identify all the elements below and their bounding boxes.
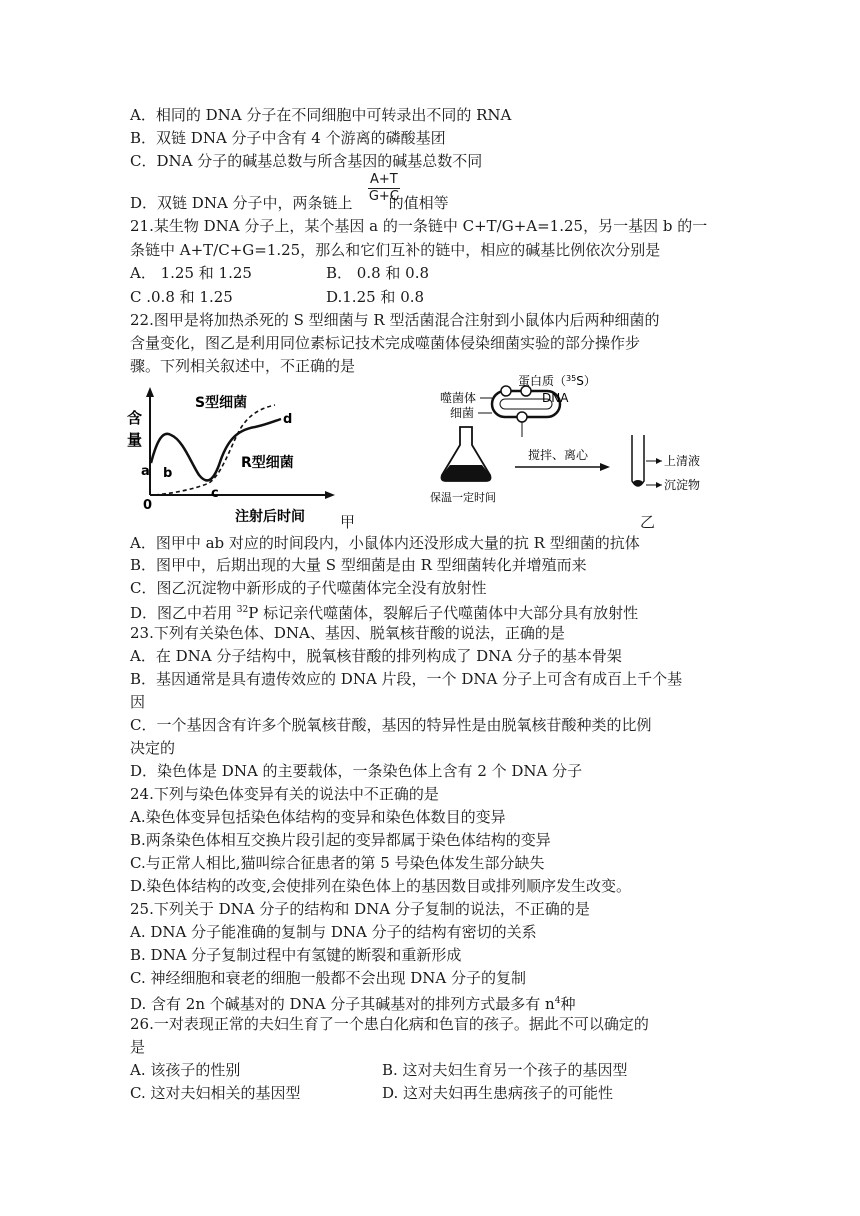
q22-option-a: A．图甲中 ab 对应的时间段内，小鼠体内还没形成大量的抗 R 型细菌的抗体 [130, 534, 640, 552]
phage-label: 噬菌体 [440, 391, 477, 405]
q21-option-d: D.1.25 和 0.8 [326, 288, 425, 306]
y-label-bottom: 量 [127, 431, 143, 449]
q21-stem-line1: 21.某生物 DNA 分子上，某个基因 a 的一条链中 C+T/G+A=1.25，另一基因 b 的一 [130, 217, 708, 235]
q26-stem-line1: 26.一对表现正常的夫妇生育了一个患白化病和色盲的孩子。据此不可以确定的 [130, 1015, 649, 1033]
supernatant-arrow-icon [656, 458, 662, 464]
q22-d-sup: 32 [236, 605, 249, 615]
q21-option-b: B． 0.8 和 0.8 [326, 264, 430, 282]
s-bacteria-curve [155, 405, 275, 495]
q22-option-b: B．图甲中，后期出现的大量 S 型细菌是由 R 型细菌转化并增殖而来 [130, 556, 587, 574]
q22-d-suffix: P 标记亲代噬菌体，裂解后子代噬菌体中大部分具有放射性 [248, 604, 639, 622]
phage-head-icon [501, 386, 511, 396]
q21-option-c: C .0.8 和 1.25 [130, 288, 233, 306]
q26-option-b: B. 这对夫妇生育另一个孩子的基因型 [382, 1061, 628, 1079]
q23-option-a: A．在 DNA 分子结构中，脱氧核苷酸的排列构成了 DNA 分子的基本骨架 [130, 647, 622, 665]
q25-option-d [130, 991, 575, 1014]
incubate-label: 保温一定时间 [430, 491, 496, 504]
figure-jia [125, 385, 375, 530]
s-series-label: S型细菌 [195, 395, 248, 411]
q23-stem: 23.下列有关染色体、DNA、基因、脱氧核苷酸的说法，正确的是 [130, 624, 565, 642]
q20-option-b: B．双链 DNA 分子中含有 4 个游离的磷酸基团 [130, 129, 446, 147]
point-c-label: c [211, 486, 219, 501]
q22-d-prefix: D．图乙中若用 [130, 604, 237, 622]
q22-stem-line3: 骤。下列相关叙述中，不正确的是 [130, 357, 356, 375]
q24-option-a: A.染色体变异包括染色体结构的变异和染色体数目的变异 [130, 808, 506, 826]
r-series-label: R型细菌 [241, 455, 294, 471]
q21-stem-line2: 条链中 A+T/C+G=1.25，那么和它们互补的链中，相应的碱基比例依次分别是 [130, 241, 661, 259]
process-arrow-head-icon [600, 463, 610, 471]
figure-jia-caption: 甲 [340, 513, 356, 531]
protein-label: 蛋白质（$^{35}$S） [518, 375, 596, 388]
q26-option-a: A. 该孩子的性别 [130, 1061, 241, 1079]
figure-yi [420, 375, 720, 510]
q20-option-c: C．DNA 分子的碱基总数与所含基因的碱基总数不同 [130, 152, 483, 170]
precipitate-arrow-icon [656, 482, 662, 488]
q21-option-a: A． 1.25 和 1.25 [130, 264, 252, 282]
precipitate-label: 沉淀物 [664, 478, 701, 492]
point-d-label: d [283, 412, 293, 427]
step-label: 搅拌、离心 [528, 448, 589, 462]
fraction-numerator: A+T [370, 172, 398, 187]
q20-option-d-prefix: D．双链 DNA 分子中，两条链上 [130, 194, 353, 212]
q23-option-b-line1: B．基因通常是具有遗传效应的 DNA 片段，一个 DNA 分子上可含有成百上千个基 [130, 670, 683, 688]
q22-stem-line2: 含量变化，图乙是利用同位素标记技术完成噬菌体侵染细菌实验的部分操作步 [130, 334, 641, 352]
q23-option-b-line2: 因 [130, 693, 146, 711]
flask-liquid [442, 465, 491, 481]
y-axis-arrow-icon [146, 387, 154, 397]
phage-head-icon [517, 412, 527, 422]
q25-d-suffix: 种 [560, 995, 576, 1013]
y-label-top: 含 [127, 409, 143, 427]
q22-option-d [130, 600, 638, 623]
q26-stem-line2: 是 [130, 1038, 146, 1056]
q25-d-sup: 4 [554, 996, 561, 1006]
q25-d-prefix: D. 含有 2n 个碱基对的 DNA 分子其碱基对的排列方式最多有 n [130, 995, 555, 1013]
q20-option-d-suffix: 的值相等 [388, 194, 449, 212]
q26-option-d: D. 这对夫妇再生患病孩子的可能性 [382, 1084, 614, 1102]
dna-label: DNA [542, 391, 569, 405]
supernatant-label: 上清液 [664, 454, 701, 468]
q23-option-d: D．染色体是 DNA 的主要载体，一条染色体上含有 2 个 DNA 分子 [130, 762, 583, 780]
x-axis-label: 注射后时间 [235, 509, 305, 525]
q25-option-b: B. DNA 分子复制过程中有氢键的断裂和重新形成 [130, 946, 462, 964]
bacteria-label: 细菌 [450, 406, 475, 420]
test-tube-icon [632, 435, 644, 486]
tube-precipitate [633, 480, 643, 486]
point-a-label: a [141, 464, 150, 479]
q26-option-c: C. 这对夫妇相关的基因型 [130, 1084, 301, 1102]
q23-option-c-line1: C．一个基因含有许多个脱氧核苷酸，基因的特异性是由脱氧核苷酸种类的比例 [130, 716, 652, 734]
q24-option-d: D.染色体结构的改变,会使排列在染色体上的基因数目或排列顺序发生改变。 [130, 877, 632, 895]
q22-option-c: C．图乙沉淀物中新形成的子代噬菌体完全没有放射性 [130, 579, 487, 597]
q24-stem: 24.下列与染色体变异有关的说法中不正确的是 [130, 785, 439, 803]
origin-label: 0 [143, 498, 153, 513]
q25-option-a: A. DNA 分子能准确的复制与 DNA 分子的结构有密切的关系 [130, 923, 537, 941]
q20-option-a: A．相同的 DNA 分子在不同细胞中可转录出不同的 RNA [130, 106, 512, 124]
point-b-label: b [163, 466, 173, 481]
x-axis-arrow-icon [325, 491, 335, 499]
q20-fraction [368, 172, 400, 205]
q24-option-c: C.与正常人相比,猫叫综合征患者的第 5 号染色体发生部分缺失 [130, 854, 545, 872]
q23-option-c-line2: 决定的 [130, 739, 176, 757]
figure-yi-caption: 乙 [640, 513, 656, 531]
q25-option-c: C. 神经细胞和衰老的细胞一般都不会出现 DNA 分子的复制 [130, 969, 527, 987]
q20-option-d [130, 193, 449, 213]
q24-option-b: B.两条染色体相互交换片段引起的变异都属于染色体结构的变异 [130, 831, 551, 849]
q22-stem-line1: 22.图甲是将加热杀死的 S 型细菌与 R 型活菌混合注射到小鼠体内后两种细菌的 [130, 311, 660, 329]
fraction-denominator: G+C [368, 189, 399, 204]
q25-stem: 25.下列关于 DNA 分子的结构和 DNA 分子复制的说法，不正确的是 [130, 900, 590, 918]
